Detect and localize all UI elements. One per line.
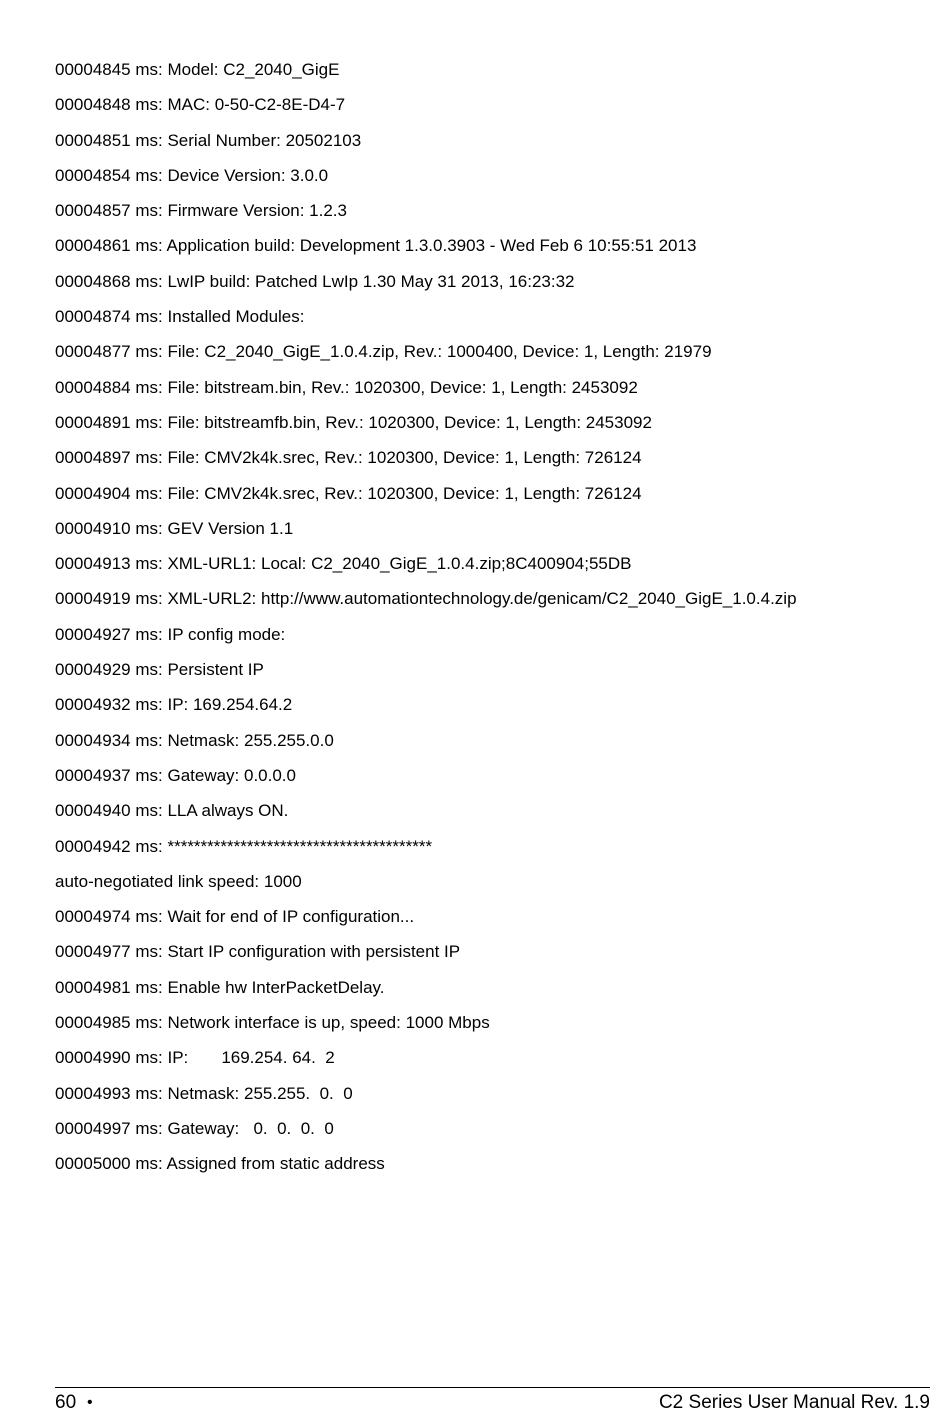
log-line: 00004927 ms: IP config mode: bbox=[55, 624, 286, 644]
log-line: 00004932 ms: IP: 169.254.64.2 bbox=[55, 695, 293, 715]
document-title: C2 Series User Manual Rev. 1.9 bbox=[658, 1392, 930, 1413]
log-line: 00004981 ms: Enable hw InterPacketDelay. bbox=[55, 977, 385, 997]
log-line: 00004851 ms: Serial Number: 20502103 bbox=[55, 130, 362, 150]
log-line: 00005000 ms: Assigned from static address bbox=[55, 1154, 385, 1174]
log-line: 00004997 ms: Gateway: 0. 0. 0. 0 bbox=[55, 1118, 334, 1138]
log-line: 00004940 ms: LLA always ON. bbox=[55, 801, 289, 821]
page-footer bbox=[55, 1392, 930, 1414]
log-line: auto-negotiated link speed: 1000 bbox=[55, 871, 302, 891]
log-line: 00004845 ms: Model: C2_2040_GigE bbox=[55, 60, 340, 79]
log-line: 00004913 ms: XML-URL1: Local: C2_2040_GigE_1.0.4.zip;8C400904;55DB bbox=[55, 554, 632, 574]
log-line: 00004868 ms: LwIP build: Patched LwIp 1.30 May 31 2013, 16:23:32 bbox=[55, 271, 575, 291]
log-line: 00004934 ms: Netmask: 255.255.0.0 bbox=[55, 730, 334, 750]
log-line: 00004891 ms: File: bitstreamfb.bin, Rev.: 1020300, Device: 1, Length: 2453092 bbox=[55, 412, 652, 432]
log-line: 00004877 ms: File: C2_2040_GigE_1.0.4.zip, Rev.: 1000400, Device: 1, Length: 21979 bbox=[55, 342, 712, 362]
log-line: 00004942 ms: **************************************** bbox=[55, 836, 433, 856]
log-line: 00004848 ms: MAC: 0-50-C2-8E-D4-7 bbox=[55, 95, 346, 115]
log-line: 00004990 ms: IP: 169.254. 64. 2 bbox=[55, 1048, 335, 1068]
log-line: 00004854 ms: Device Version: 3.0.0 bbox=[55, 165, 329, 185]
log-line: 00004974 ms: Wait for end of IP configuration... bbox=[55, 907, 415, 927]
log-line: 00004977 ms: Start IP configuration with persistent IP bbox=[55, 942, 461, 962]
log-line: 00004937 ms: Gateway: 0.0.0.0 bbox=[55, 765, 296, 785]
log-line: 00004857 ms: Firmware Version: 1.2.3 bbox=[55, 201, 347, 221]
log-line: 00004919 ms: XML-URL2: http://www.automationtechnology.de/genicam/C2_2040_GigE_1.0.4.zip bbox=[55, 589, 797, 609]
log-line: 00004861 ms: Application build: Development 1.3.0.3903 - Wed Feb 6 10:55:51 2013 bbox=[55, 236, 697, 256]
log-line: 00004929 ms: Persistent IP bbox=[55, 660, 264, 680]
log-line: 00004910 ms: GEV Version 1.1 bbox=[55, 518, 294, 538]
log-line: 00004993 ms: Netmask: 255.255. 0. 0 bbox=[55, 1083, 353, 1103]
log-listing bbox=[55, 52, 935, 1182]
bullet-separator: • bbox=[87, 1394, 93, 1411]
log-line: 00004897 ms: File: CMV2k4k.srec, Rev.: 1020300, Device: 1, Length: 726124 bbox=[55, 448, 642, 468]
log-line: 00004904 ms: File: CMV2k4k.srec, Rev.: 1020300, Device: 1, Length: 726124 bbox=[55, 483, 642, 503]
footer-divider bbox=[55, 1387, 930, 1388]
log-line: 00004985 ms: Network interface is up, speed: 1000 Mbps bbox=[55, 1013, 490, 1033]
page-number: 60 bbox=[55, 1392, 77, 1413]
log-line: 00004884 ms: File: bitstream.bin, Rev.: 1020300, Device: 1, Length: 2453092 bbox=[55, 377, 638, 397]
log-line: 00004874 ms: Installed Modules: bbox=[55, 307, 305, 327]
